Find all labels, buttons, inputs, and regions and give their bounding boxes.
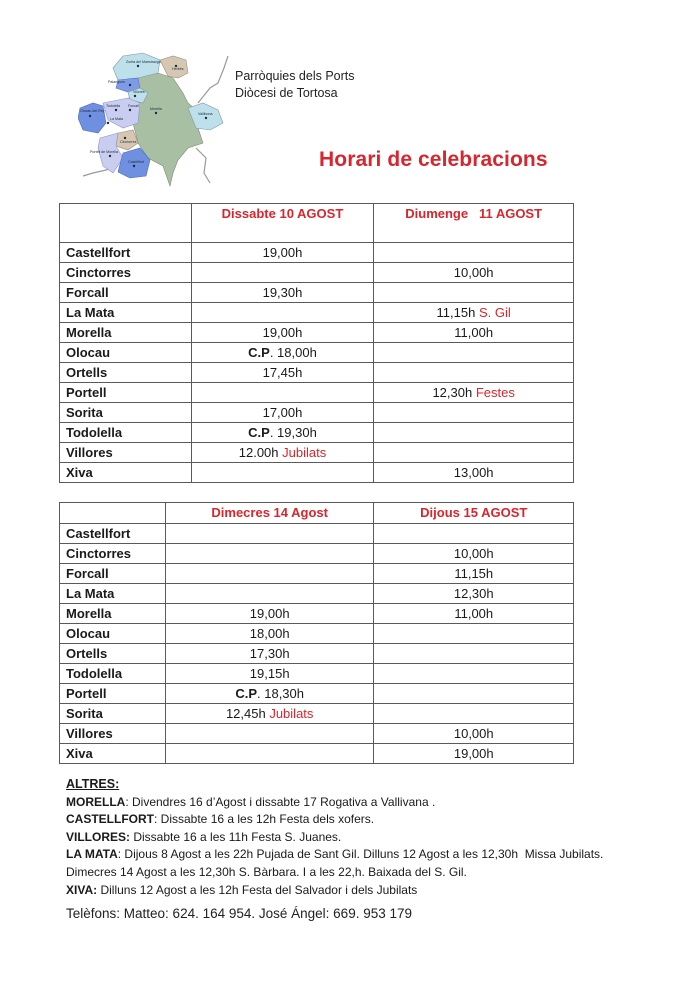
- other-events-list: [66, 794, 603, 900]
- other-events-heading: ALTRES:: [66, 777, 120, 791]
- map-label: Portell de Morella: [90, 150, 118, 154]
- mass-time-cell: [165, 664, 374, 684]
- table-row: [60, 423, 574, 443]
- town-name: Forcall: [60, 564, 166, 584]
- mass-time-cell: [165, 524, 374, 544]
- mass-time-cell: [191, 363, 374, 383]
- mass-time: 12.00h: [238, 445, 283, 460]
- schedule-table-2: [59, 502, 574, 764]
- town-name: Todolella: [60, 423, 192, 443]
- event-description: Dilluns 12 Agost a les 12h Festa del Salvador i dels Jubilats: [97, 882, 418, 897]
- table-row: [60, 644, 574, 664]
- map-label: Todolella: [106, 104, 121, 108]
- mass-time-cell: [165, 564, 374, 584]
- mass-time-cell: [374, 564, 574, 584]
- table-row: [60, 704, 574, 724]
- map-label: Palanques: [108, 80, 125, 84]
- table-row: [60, 323, 574, 343]
- other-event-line: [66, 882, 603, 900]
- map-label: Forcall: [128, 104, 139, 108]
- town-name: Xiva: [60, 463, 192, 483]
- mass-time: 17,45h: [262, 365, 303, 380]
- mass-time: 10,00h: [453, 726, 494, 741]
- mass-time-cell: [374, 724, 574, 744]
- mass-time: 19,30h: [262, 285, 303, 300]
- event-description: : Dissabte 16 a les 12h Festa dels xofers.: [154, 812, 375, 827]
- map-label: Castellfort: [128, 160, 145, 164]
- event-description: : Divendres 16 d’Agost i dissabte 17 Rogativa a Vallivana .: [125, 794, 436, 809]
- town-name: Portell: [60, 383, 192, 403]
- mass-time-cell: [165, 644, 374, 664]
- mass-time-cell: [374, 664, 574, 684]
- event-description: Dissabte 16 a les 11h Festa S. Juanes.: [130, 829, 342, 844]
- mass-time-cell: [191, 263, 374, 283]
- other-event-line: [66, 829, 603, 847]
- cp-marker: C.P: [248, 425, 270, 440]
- table-header-row: [60, 204, 574, 243]
- town-name: Cinctorres: [60, 263, 192, 283]
- mass-time: . 18,30h: [257, 686, 305, 701]
- event-town-label: VILLORES:: [66, 829, 131, 844]
- mass-time-cell: [374, 463, 574, 483]
- parish-map-logo: [78, 48, 238, 188]
- event-description: Dimecres 14 Agost a les 12,30h S. Bàrbara. I a les 22,h. Baixada del S. Gil.: [66, 864, 467, 879]
- mass-time: 12,45h: [225, 706, 270, 721]
- town-name: La Mata: [60, 584, 166, 604]
- header-cell-day: Dijous 15 AGOST: [374, 503, 574, 524]
- page-title: Horari de celebracions: [319, 148, 548, 171]
- table-row: [60, 443, 574, 463]
- map-label: Vallibona: [198, 112, 213, 116]
- mass-time-cell: [191, 303, 374, 323]
- map-label: Cinctorres: [120, 140, 137, 144]
- mass-time: 13,00h: [453, 465, 494, 480]
- table-row: [60, 544, 574, 564]
- mass-time-cell: [165, 704, 374, 724]
- mass-time-cell: [374, 604, 574, 624]
- table-row: [60, 283, 574, 303]
- event-description: : Dijous 8 Agost a les 22h Pujada de Sant Gil. Dilluns 12 Agost a les 12,30h Missa Jubilats.: [117, 847, 604, 862]
- mass-time: 11,15h: [454, 566, 494, 581]
- cp-marker: C.P: [235, 686, 258, 701]
- table-row: [60, 303, 574, 323]
- mass-time-cell: [165, 744, 374, 764]
- contact-phones: Telèfons: Matteo: 624. 164 954. José Ángel: 669. 953 179: [66, 906, 413, 921]
- mass-time-cell: [374, 704, 574, 724]
- mass-time-cell: [374, 644, 574, 664]
- event-note: Jubilats: [269, 706, 314, 721]
- mass-time: 19,00h: [262, 325, 303, 340]
- organization-name: [235, 68, 355, 102]
- table-row: [60, 243, 574, 263]
- map-label: Olocau del Rey: [80, 109, 105, 113]
- town-name: Olocau: [60, 343, 192, 363]
- mass-time-cell: [191, 323, 374, 343]
- mass-time-cell: [374, 744, 574, 764]
- event-note: S. Gil: [478, 305, 511, 320]
- header-cell-empty: [60, 503, 166, 524]
- mass-time: 19,00h: [249, 606, 290, 621]
- table-row: [60, 624, 574, 644]
- mass-time-cell: [374, 363, 574, 383]
- town-name: Castellfort: [60, 524, 166, 544]
- event-town-label: CASTELLFORT: [66, 812, 154, 827]
- mass-time-cell: [191, 423, 374, 443]
- map-label: Morella: [150, 107, 162, 111]
- town-name: Castellfort: [60, 243, 192, 263]
- mass-time-cell: [374, 263, 574, 283]
- mass-time-cell: [374, 283, 574, 303]
- mass-time-cell: [374, 684, 574, 704]
- table-row: [60, 584, 574, 604]
- town-name: Sorita: [60, 403, 192, 423]
- event-town-label: LA MATA: [66, 847, 118, 862]
- table-row: [60, 664, 574, 684]
- schedule-table-1: [59, 203, 574, 483]
- mass-time: 11,00h: [454, 325, 494, 340]
- mass-time-cell: [374, 584, 574, 604]
- table-header-row: [60, 503, 574, 524]
- mass-time: 10,00h: [453, 265, 494, 280]
- mass-time: 17,00h: [262, 405, 303, 420]
- table-row: [60, 343, 574, 363]
- mass-time-cell: [374, 343, 574, 363]
- table-row: [60, 724, 574, 744]
- mass-time: 12,30h: [453, 586, 494, 601]
- mass-time-cell: [191, 283, 374, 303]
- mass-time: . 19,30h: [269, 425, 317, 440]
- mass-time-cell: [191, 383, 374, 403]
- mass-time-cell: [374, 323, 574, 343]
- mass-time: 12,30h: [432, 385, 476, 400]
- event-note: Festes: [475, 385, 515, 400]
- town-name: Villores: [60, 724, 166, 744]
- town-name: Morella: [60, 323, 192, 343]
- header-cell-empty: [60, 204, 192, 243]
- mass-time: 10,00h: [453, 546, 494, 561]
- town-name: Forcall: [60, 283, 192, 303]
- table-row: [60, 463, 574, 483]
- town-name: Ortells: [60, 363, 192, 383]
- map-icon: [78, 48, 238, 188]
- mass-time: 11,15h: [436, 305, 479, 320]
- table-row: [60, 684, 574, 704]
- town-name: Villores: [60, 443, 192, 463]
- table-row: [60, 263, 574, 283]
- map-label: La Mata: [110, 117, 123, 121]
- mass-time-cell: [165, 604, 374, 624]
- mass-time-cell: [374, 423, 574, 443]
- mass-time: 19,00h: [453, 746, 494, 761]
- town-name: Morella: [60, 604, 166, 624]
- other-event-line: [66, 794, 603, 812]
- town-name: Xiva: [60, 744, 166, 764]
- other-events-section: [66, 776, 603, 899]
- mass-time-cell: [374, 524, 574, 544]
- mass-time-cell: [165, 584, 374, 604]
- mass-time: 11,00h: [454, 606, 494, 621]
- mass-time-cell: [191, 443, 374, 463]
- mass-time-cell: [374, 544, 574, 564]
- town-name: Cinctorres: [60, 544, 166, 564]
- header-cell-day: Dimecres 14 Agost: [165, 503, 374, 524]
- header-cell-day: Dissabte 10 AGOST: [191, 204, 374, 243]
- mass-time-cell: [165, 544, 374, 564]
- org-line-1: Parròquies dels Ports: [235, 69, 355, 83]
- town-name: Portell: [60, 684, 166, 704]
- mass-time-cell: [191, 463, 374, 483]
- other-event-line: [66, 811, 603, 829]
- table-row: [60, 403, 574, 423]
- mass-time-cell: [191, 243, 374, 263]
- mass-time-cell: [374, 403, 574, 423]
- town-name: Olocau: [60, 624, 166, 644]
- mass-time-cell: [191, 403, 374, 423]
- other-event-line: [66, 846, 603, 864]
- map-label: Villores: [133, 90, 145, 94]
- mass-time-cell: [165, 684, 374, 704]
- town-name: Ortells: [60, 644, 166, 664]
- mass-time: . 18,00h: [269, 345, 317, 360]
- table-row: [60, 604, 574, 624]
- mass-time-cell: [165, 724, 374, 744]
- header-cell-day: Diumenge 11 AGOST: [374, 204, 574, 243]
- town-name: Sorita: [60, 704, 166, 724]
- table-row: [60, 744, 574, 764]
- town-name: Todolella: [60, 664, 166, 684]
- table-row: [60, 363, 574, 383]
- map-label: Herbés: [172, 67, 184, 71]
- mass-time-cell: [165, 624, 374, 644]
- table-row: [60, 383, 574, 403]
- table-row: [60, 524, 574, 544]
- event-town-label: XIVA:: [66, 882, 98, 897]
- table-row: [60, 564, 574, 584]
- mass-time-cell: [374, 303, 574, 323]
- mass-time-cell: [191, 343, 374, 363]
- mass-time: 18,00h: [249, 626, 290, 641]
- org-line-2: Diòcesi de Tortosa: [235, 86, 338, 100]
- mass-time: 19,00h: [262, 245, 303, 260]
- mass-time-cell: [374, 243, 574, 263]
- cp-marker: C.P: [248, 345, 270, 360]
- map-label: Zorita del Maestrazgo: [126, 60, 161, 64]
- event-note: Jubilats: [282, 445, 327, 460]
- mass-time-cell: [374, 443, 574, 463]
- mass-time-cell: [374, 624, 574, 644]
- mass-time: 19,15h: [249, 666, 290, 681]
- other-event-line: [66, 864, 603, 882]
- event-town-label: MORELLA: [66, 794, 126, 809]
- mass-time: 17,30h: [249, 646, 290, 661]
- town-name: La Mata: [60, 303, 192, 323]
- mass-time-cell: [374, 383, 574, 403]
